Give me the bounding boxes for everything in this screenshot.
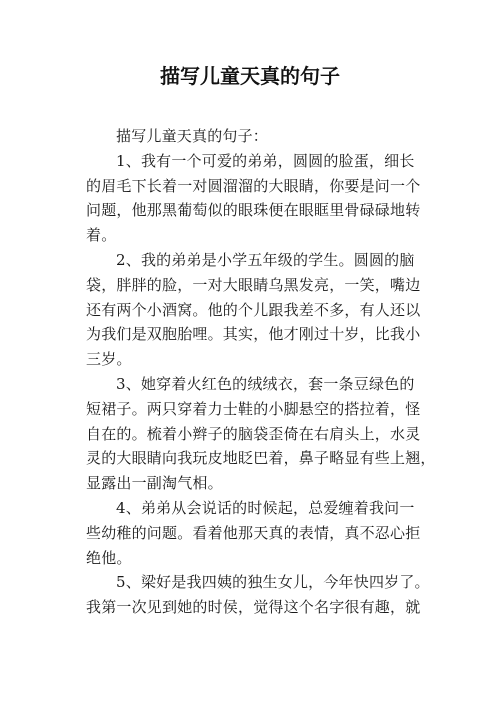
text-line: 显露出一副淘气相。 xyxy=(86,474,223,493)
text-line: 自在的。梳着小辫子的脑袋歪倚在右肩头上，水灵 xyxy=(86,424,421,443)
text-line: 4、弟弟从会说话的时候起，总爱缠着我问一 xyxy=(116,498,415,517)
text-line: 的眉毛下长着一对圆溜溜的大眼睛，你要是问一个 xyxy=(86,176,421,195)
text-line: 绝他。 xyxy=(86,548,132,567)
text-line: 2、我的弟弟是小学五年级的学生。圆圆的脑 xyxy=(116,250,415,269)
text-line: 袋，胖胖的脸，一对大眼睛乌黑发亮，一笑，嘴边 xyxy=(86,275,421,294)
text-line: 描写儿童天真的句子： xyxy=(116,127,269,145)
text-line: 为我们是双胞胎哩。其实，他才刚过十岁，比我小 xyxy=(86,325,421,344)
text-line: 还有两个小酒窝。他的个儿跟我差不多，有人还以 xyxy=(86,300,421,319)
text-line: 着。 xyxy=(86,226,117,245)
text-line: 灵的大眼睛向我玩皮地眨巴着，鼻子略显有些上翘， xyxy=(86,449,436,468)
text-line: 3、她穿着火红色的绒绒衣，套一条豆绿色的 xyxy=(116,374,415,393)
text-line: 三岁。 xyxy=(86,350,132,369)
text-line: 5、梁好是我四姨的独生女儿，今年快四岁了。 xyxy=(116,573,430,592)
document-title: 描写儿童天真的句子 xyxy=(160,64,340,88)
text-line: 些幼稚的问题。看着他那天真的表情，真不忍心拒 xyxy=(86,523,421,542)
text-line: 1、我有一个可爱的弟弟，圆圆的脸蛋，细长 xyxy=(116,151,415,170)
text-line: 短裙子。两只穿着力士鞋的小脚悬空的搭拉着，怪 xyxy=(86,399,421,418)
document-body xyxy=(86,124,436,620)
text-line: 问题，他那黑葡萄似的眼珠便在眼眶里骨碌碌地转 xyxy=(86,201,421,220)
text-line: 我第一次见到她的时侯，觉得这个名字很有趣，就 xyxy=(86,598,421,617)
